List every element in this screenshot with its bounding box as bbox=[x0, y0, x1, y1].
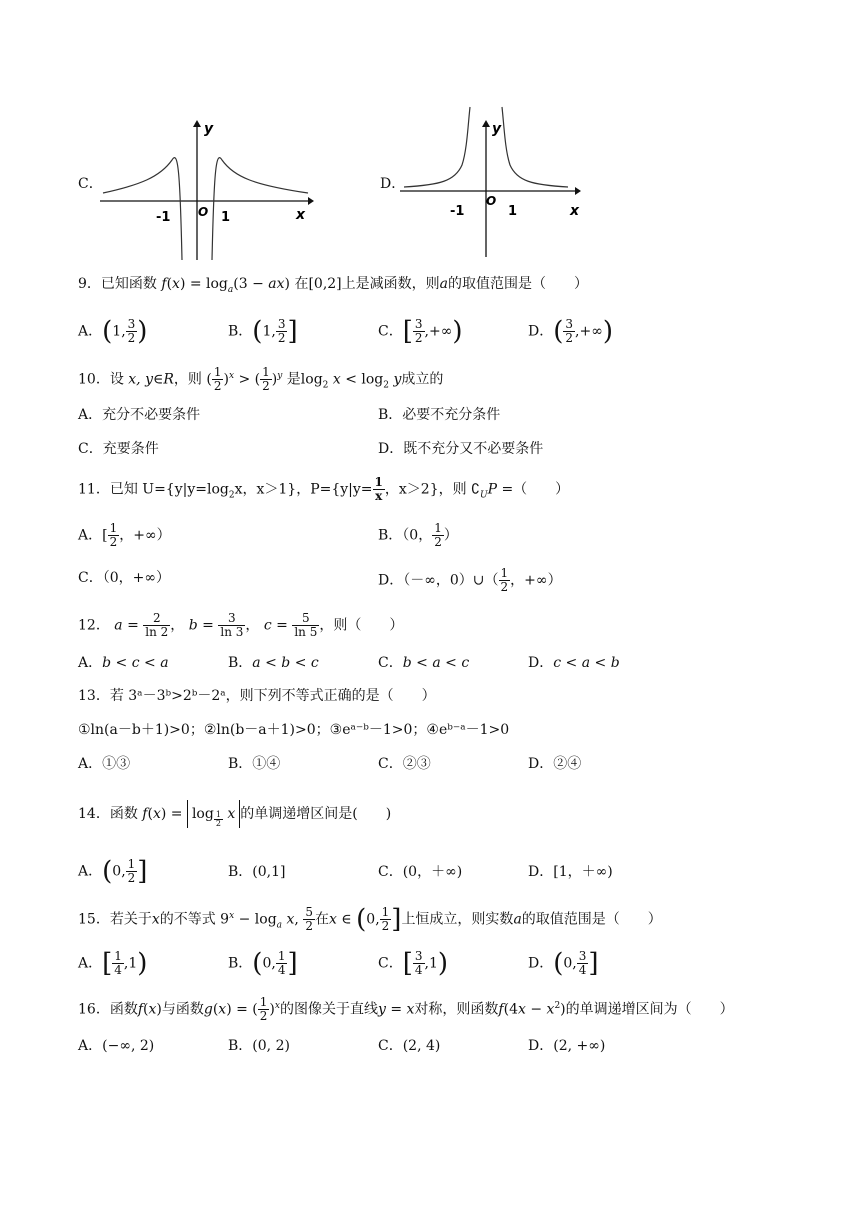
question-15: 15．若关于x的不等式 $9^x - \log_a x$, $\frac{5}{2}$ 在x ∈ (0, $\frac{1}{2}$ ]上恒成立，则实数a的取值范围是（ ） bbox=[78, 904, 662, 935]
q10-option-b[interactable]: B．必要不充分条件 bbox=[378, 407, 501, 423]
graph-option-c bbox=[100, 115, 315, 260]
q11-option-d[interactable]: D．（－∞，0）∪（ $\frac{1}{2}$ ，+∞） bbox=[378, 566, 562, 594]
tick-one: 1 bbox=[508, 204, 518, 219]
q9-option-b[interactable]: B．(1, $\frac{3}{2}$ ] bbox=[228, 316, 298, 347]
q16-option-a[interactable]: A．(−∞, 2) bbox=[78, 1038, 155, 1054]
q12-option-d[interactable]: D．c < a < b bbox=[528, 655, 620, 671]
question-16: 16．函数f(x)与函数g(x) = ( $\frac{1}{2}$ )$^x$的图像关于直线y = x对称，则函数$f(4x - x^2)$的单调递增区间为（ ） bbox=[78, 995, 734, 1024]
q13-option-b[interactable]: B．①④ bbox=[228, 756, 281, 772]
q10-option-c[interactable]: C．充要条件 bbox=[78, 441, 159, 457]
q12-option-b[interactable]: B．a < b < c bbox=[228, 655, 319, 671]
question-12: 12． a = $\frac{2}{\ln 2}$ ， b = $\frac{3}{\ln 3}$ ， c = $\frac{5}{\ln 5}$ ，则（ ） bbox=[78, 611, 404, 639]
question-9: 9．已知函数 $f(x) = \log_a(3 - ax)$ 在[0,2]上是减函数，则a的取值范围是（ ） bbox=[78, 276, 589, 295]
q12-option-a[interactable]: A．b < c < a bbox=[78, 655, 169, 671]
q9-option-c[interactable]: C．[ $\frac{3}{2}$ ,+∞) bbox=[378, 316, 463, 347]
question-10: 10．设 x, y∈R，则 ( $\frac{1}{2}$ )$^x$ > ( $\frac{1}{2}$ )$^y$ 是$\log_2 x < \log_2 y$成立的 bbox=[78, 365, 444, 394]
q14-option-d[interactable]: D．[1，＋∞) bbox=[528, 864, 613, 880]
y-axis-label: y bbox=[492, 121, 502, 137]
q15-option-a[interactable]: A．[ $\frac{1}{4}$ ,1) bbox=[78, 948, 148, 979]
q15-option-c[interactable]: C．[ $\frac{3}{4}$ ,1) bbox=[378, 948, 449, 979]
tick-one: 1 bbox=[221, 210, 231, 225]
q15-option-d[interactable]: D．(0, $\frac{3}{4}$ ] bbox=[528, 948, 599, 979]
q13-option-c[interactable]: C．②③ bbox=[378, 756, 431, 772]
q14-option-a[interactable]: A．(0, $\frac{1}{2}$ ] bbox=[78, 856, 148, 887]
tick-neg-one: -1 bbox=[450, 204, 465, 219]
q10-option-d[interactable]: D．既不充分又不必要条件 bbox=[378, 441, 544, 457]
q11-option-c[interactable]: C．（0，+∞） bbox=[78, 570, 171, 586]
q15-option-b[interactable]: B．(0, $\frac{1}{4}$ ] bbox=[228, 948, 298, 979]
x-axis-label: x bbox=[570, 203, 580, 219]
q9-option-a[interactable]: A．(1, $\frac{3}{2}$ ) bbox=[78, 316, 148, 347]
q14-option-b[interactable]: B．(0,1] bbox=[228, 864, 286, 880]
q11-option-a[interactable]: A．[ $\frac{1}{2}$ ，+∞） bbox=[78, 521, 171, 549]
q16-option-b[interactable]: B．(0, 2) bbox=[228, 1038, 290, 1054]
q13-option-a[interactable]: A．①③ bbox=[78, 756, 131, 772]
q13-option-d[interactable]: D．②④ bbox=[528, 756, 582, 772]
graph-option-d bbox=[400, 105, 590, 260]
option-c-label: C． bbox=[78, 176, 103, 192]
origin-label: O bbox=[198, 205, 209, 219]
x-axis-label: x bbox=[296, 207, 306, 223]
q12-option-c[interactable]: C．b < a < c bbox=[378, 655, 470, 671]
q14-option-c[interactable]: C．(0，＋∞) bbox=[378, 864, 463, 880]
tick-neg-one: -1 bbox=[156, 210, 171, 225]
option-d-label: D． bbox=[380, 176, 406, 192]
y-axis-label: y bbox=[204, 121, 214, 137]
q16-option-d[interactable]: D．(2, +∞) bbox=[528, 1038, 606, 1054]
q9-option-d[interactable]: D．( $\frac{3}{2}$ ,+∞) bbox=[528, 316, 614, 347]
question-13-statements: ①ln(a－b＋1)>0；②ln(b－a＋1)>0；③eᵃ⁻ᵇ－1>0；④eᵇ⁻ᵃ－1>0 bbox=[78, 722, 510, 738]
origin-label: O bbox=[486, 194, 497, 208]
question-13: 13．若 3ᵃ－3ᵇ>2ᵇ－2ᵃ，则下列不等式正确的是（ ） bbox=[78, 688, 436, 704]
q10-option-a[interactable]: A．充分不必要条件 bbox=[78, 407, 201, 423]
question-14: 14．函数 f(x) = log $_{\frac{1}{2}}$ x 的单调递增区间是( ) bbox=[78, 803, 391, 831]
question-11: 11．已知 $U=\{y|y=\log_2x$，x＞1}，P={y|y= $\frac{1}{x}$ ，x＞2}，则 $∁_UP$ =（ ） bbox=[78, 475, 570, 503]
q16-option-c[interactable]: C．(2, 4) bbox=[378, 1038, 441, 1054]
q11-option-b[interactable]: B．（0， $\frac{1}{2}$ ） bbox=[378, 521, 458, 549]
